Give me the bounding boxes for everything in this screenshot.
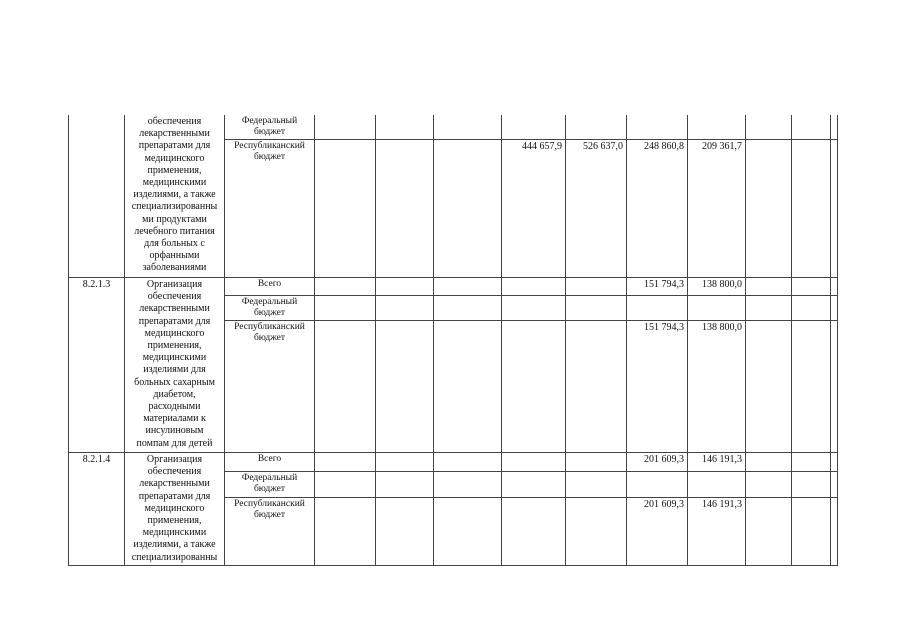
funding-source-line: Федеральный: [241, 472, 298, 483]
funding-source-line: бюджет: [253, 483, 286, 494]
item-name-line: материалами к: [143, 413, 206, 425]
item-name-line: лечебного питания: [134, 225, 215, 237]
value-cell: [831, 278, 838, 296]
item-name-line: изделиями для: [143, 364, 206, 376]
value-cell: [831, 115, 838, 140]
item-name-cell: [125, 453, 225, 566]
funding-source-line: бюджет: [253, 127, 286, 137]
item-name-line: больных сахарным: [134, 376, 215, 388]
item-name-line: медицинского: [144, 502, 205, 514]
value-cell: [315, 115, 376, 140]
funding-source-line: бюджет: [253, 152, 286, 162]
item-name-line: Организация: [146, 279, 203, 290]
item-name-line: специализированны: [131, 201, 218, 213]
funding-source-line: бюджет: [253, 308, 286, 318]
value-cell: [315, 140, 376, 278]
value-cell: [434, 296, 502, 321]
value-cell: [434, 453, 502, 472]
item-name-line: препаратами для: [138, 140, 211, 152]
item-name-line: ми продуктами: [142, 213, 207, 225]
funding-source-line: Федеральный: [241, 116, 298, 126]
item-name-line: помпам для детей: [136, 437, 213, 449]
item-name-line: применения,: [147, 340, 202, 352]
funding-source-cell: [225, 115, 315, 140]
value-cell: [566, 296, 627, 321]
funding-source-cell: [225, 278, 315, 296]
value-cell: [502, 115, 566, 140]
value-cell: [315, 471, 376, 497]
value-cell: [627, 471, 688, 497]
item-name-line: диабетом,: [153, 388, 196, 400]
value-cell: [792, 296, 831, 321]
value-cell: [434, 140, 502, 278]
item-name-cell: [125, 278, 225, 453]
value-cell: [566, 497, 627, 565]
value-cell: [315, 497, 376, 565]
item-name-line: применения,: [147, 164, 202, 176]
value-cell: [831, 453, 838, 472]
item-name-line: обеспечения: [147, 116, 202, 127]
value-cell: [688, 471, 746, 497]
funding-source-line: Федеральный: [241, 297, 298, 307]
item-name-line: препаратами для: [138, 315, 211, 327]
value-cell: [502, 321, 566, 453]
value-cell: [746, 453, 792, 472]
value-cell: [376, 140, 434, 278]
item-name-line: обеспечения: [147, 466, 202, 478]
item-name-line: изделиями, а также: [133, 539, 216, 551]
value-cell: [746, 321, 792, 453]
value-cell: 444 657,9: [502, 140, 566, 278]
value-cell: [434, 278, 502, 296]
item-name-line: инсулиновым: [145, 425, 204, 437]
value-cell: [746, 497, 792, 565]
value-cell: [376, 321, 434, 453]
value-cell: [315, 453, 376, 472]
value-cell: 146 191,3: [688, 453, 746, 472]
value-cell: 138 800,0: [688, 321, 746, 453]
item-name-line: обеспечения: [147, 291, 202, 303]
value-cell: 201 609,3: [627, 453, 688, 472]
value-cell: [831, 321, 838, 453]
funding-source-line: бюджет: [253, 509, 286, 520]
value-cell: 209 361,7: [688, 140, 746, 278]
value-cell: [792, 115, 831, 140]
value-cell: 146 191,3: [688, 497, 746, 565]
item-name-line: специализированны: [131, 551, 218, 563]
value-cell: [566, 321, 627, 453]
value-cell: [831, 471, 838, 497]
funding-source-line: бюджет: [253, 333, 286, 343]
item-name-line: медицинскими: [142, 177, 207, 189]
value-cell: [792, 278, 831, 296]
item-name-line: лекарственными: [139, 128, 210, 140]
value-cell: [502, 471, 566, 497]
value-cell: [746, 296, 792, 321]
table-row: [69, 278, 838, 296]
value-cell: [566, 453, 627, 472]
value-cell: [376, 497, 434, 565]
item-name-line: медицинскими: [142, 527, 207, 539]
item-code-cell: [69, 115, 125, 278]
value-cell: [502, 497, 566, 565]
item-name-line: лекарственными: [139, 478, 210, 490]
budget-table: [68, 115, 838, 566]
value-cell: [434, 321, 502, 453]
item-name-line: изделиями, а также: [133, 189, 216, 201]
value-cell: [502, 296, 566, 321]
value-cell: [688, 296, 746, 321]
item-name-line: применения,: [147, 515, 202, 527]
item-code-cell: 8.2.1.4: [69, 453, 125, 566]
value-cell: [566, 278, 627, 296]
value-cell: [376, 453, 434, 472]
value-cell: [831, 497, 838, 565]
item-name-line: заболеваниями: [142, 262, 207, 274]
value-cell: [315, 321, 376, 453]
funding-source-line: Всего: [257, 279, 282, 289]
value-cell: [746, 278, 792, 296]
value-cell: [434, 497, 502, 565]
value-cell: [315, 278, 376, 296]
table-row: [69, 453, 838, 472]
value-cell: [792, 140, 831, 278]
value-cell: [434, 471, 502, 497]
funding-source-cell: [225, 497, 315, 565]
value-cell: [627, 115, 688, 140]
value-cell: [434, 115, 502, 140]
value-cell: 248 860,8: [627, 140, 688, 278]
value-cell: [502, 278, 566, 296]
value-cell: 151 794,3: [627, 321, 688, 453]
item-name-cell: [125, 115, 225, 278]
value-cell: [315, 296, 376, 321]
funding-source-line: Республиканский: [234, 322, 305, 332]
value-cell: 151 794,3: [627, 278, 688, 296]
funding-source-cell: [225, 471, 315, 497]
table-row: [69, 115, 838, 140]
value-cell: [792, 497, 831, 565]
item-name-line: орфанными: [149, 250, 200, 262]
value-cell: [376, 115, 434, 140]
value-cell: [566, 471, 627, 497]
value-cell: [376, 471, 434, 497]
funding-source-cell: [225, 321, 315, 453]
value-cell: 201 609,3: [627, 497, 688, 565]
value-cell: [746, 471, 792, 497]
item-name-line: расходными: [148, 401, 201, 413]
funding-source-cell: [225, 296, 315, 321]
item-name-line: Организация: [146, 454, 203, 465]
value-cell: [746, 115, 792, 140]
item-name-line: медицинскими: [142, 352, 207, 364]
value-cell: 526 637,0: [566, 140, 627, 278]
value-cell: [792, 471, 831, 497]
value-cell: [792, 453, 831, 472]
item-code-cell: 8.2.1.3: [69, 278, 125, 453]
value-cell: [566, 115, 627, 140]
funding-source-cell: [225, 453, 315, 472]
item-name-line: препаратами для: [138, 490, 211, 502]
value-cell: [831, 296, 838, 321]
value-cell: 138 800,0: [688, 278, 746, 296]
funding-source-line: Всего: [257, 454, 282, 464]
value-cell: [376, 278, 434, 296]
item-name-line: медицинского: [144, 152, 205, 164]
value-cell: [792, 321, 831, 453]
item-name-line: для больных с: [144, 238, 205, 250]
value-cell: [502, 453, 566, 472]
value-cell: [376, 296, 434, 321]
funding-source-line: Республиканский: [234, 498, 305, 509]
funding-source-cell: [225, 140, 315, 278]
value-cell: [627, 296, 688, 321]
item-name-line: лекарственными: [139, 303, 210, 315]
value-cell: [746, 140, 792, 278]
value-cell: [831, 140, 838, 278]
value-cell: [688, 115, 746, 140]
item-name-line: медицинского: [144, 327, 205, 339]
funding-source-line: Республиканский: [234, 141, 305, 151]
